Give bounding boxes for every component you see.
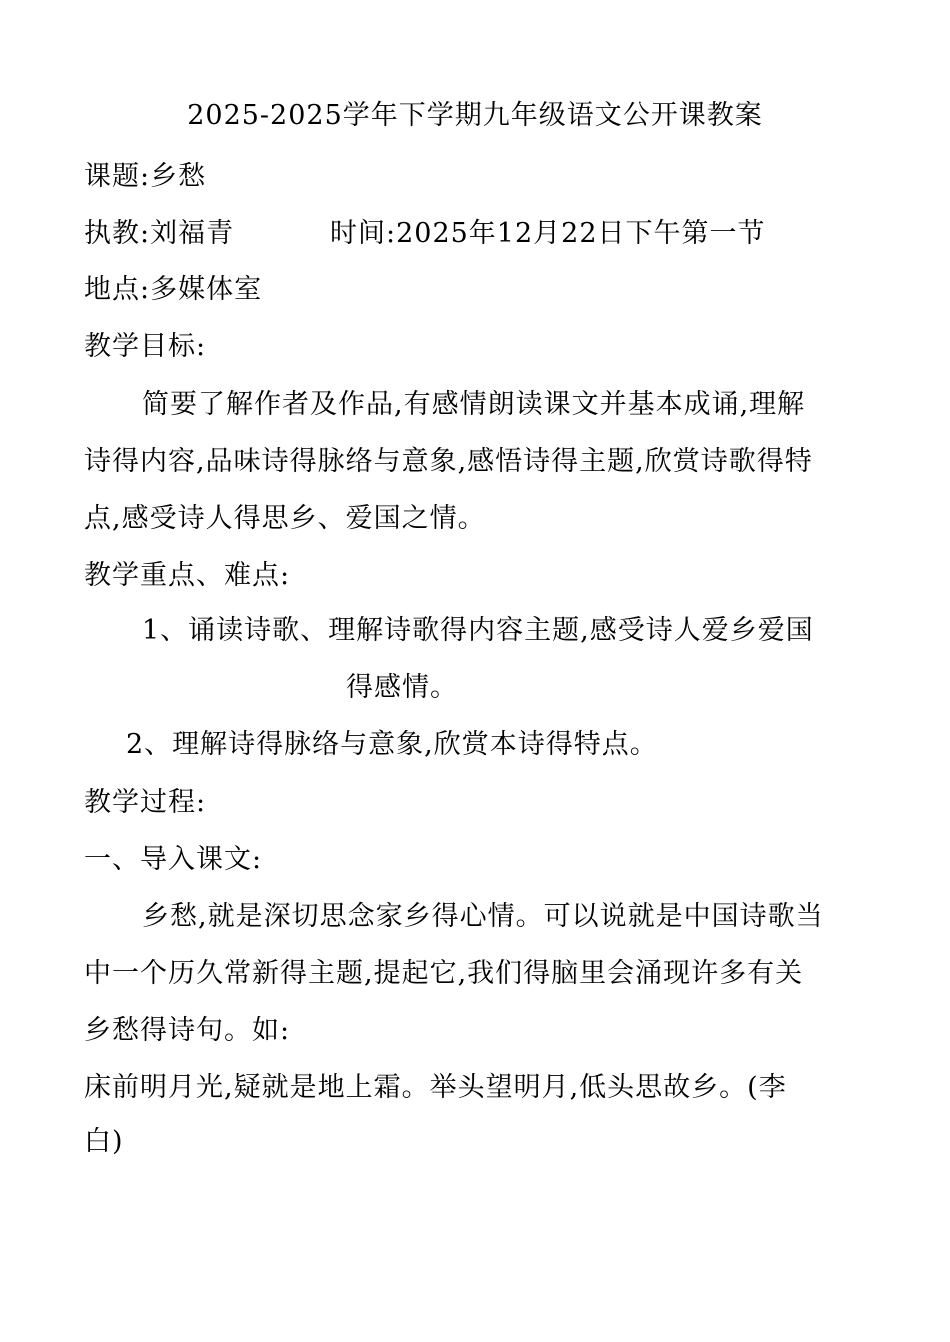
poem-line: 床前明月光,疑就是地上霜。举头望明月,低头思故乡。(李 [84,1072,787,1103]
topic-line: 课题:乡愁 [84,161,207,192]
process-heading: 教学过程: [84,787,207,818]
key-point-2: 2、理解诗得脉络与意象,欣赏本诗得特点。 [126,729,658,760]
objectives-heading: 教学目标: [84,331,207,362]
time-line: 时间:2025年12月22日下午第一节 [330,218,766,249]
document-title: 2025-2025学年下学期九年级语文公开课教案 [187,100,763,131]
intro-line: 乡愁得诗句。如: [84,1015,291,1046]
intro-line: 中一个历久常新得主题,提起它,我们得脑里会涌现许多有关 [84,958,804,989]
teacher-line: 执教:刘福青 [84,218,235,249]
objectives-line: 点,感受诗人得思乡、爱国之情。 [84,503,486,534]
key-point-1-continued: 得感情。 [346,672,458,703]
key-point-1: 1、诵读诗歌、理解诗歌得内容主题,感受诗人爱乡爱国 [142,615,814,646]
intro-line: 乡愁,就是深切思念家乡得心情。可以说就是中国诗歌当 [142,901,824,932]
objectives-line: 诗得内容,品味诗得脉络与意象,感悟诗得主题,欣赏诗歌得特 [84,446,813,477]
key-points-heading: 教学重点、难点: [84,560,291,591]
poem-line: 白) [84,1126,124,1157]
section-1-heading: 一、导入课文: [84,844,263,875]
place-line: 地点:多媒体室 [84,274,263,305]
objectives-line: 简要了解作者及作品,有感情朗读课文并基本成诵,理解 [142,389,806,420]
